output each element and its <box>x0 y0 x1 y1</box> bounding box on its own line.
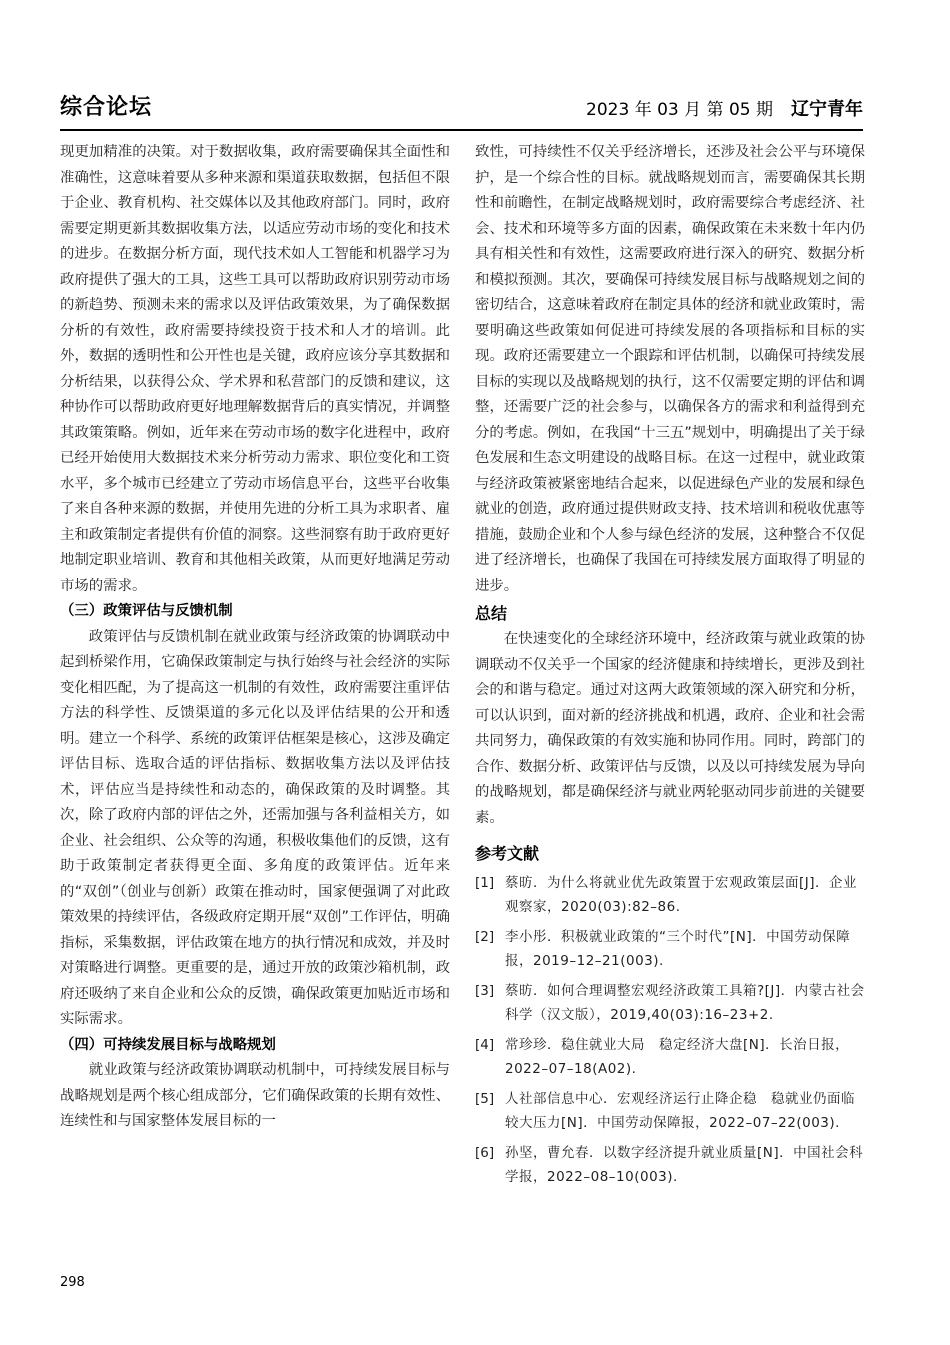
reference-item <box>475 1141 865 1189</box>
reference-text: 人社部信息中心．宏观经济运行止降企稳 稳就业仍面临较大压力[N]．中国劳动保障报，2022–07–22(003). <box>505 1091 855 1131</box>
publication-name: 辽宁青年 <box>791 99 863 120</box>
paragraph-data-collection: 现更加精准的决策。对于数据收集，政府需要确保其全面性和准确性，这意味着要从多种来源和渠道获取数据，包括但不限于企业、教育机构、社交媒体以及其他政府部门。同时，政府需要定期更新其数据收集方法，以适应劳动市场的变化和技术的进步。在数据分析方面，现代技术如人工智能和机器学习为政府提供了强大的工具，这些工具可以帮助政府识别劳动市场的新趋势、预测未来的需求以及评估政策效果，为了确保数据分析的有效性，政府需要持续投资于技术和人才的培训。此外，数据的透明性和公开性也是关键，政府应该分享其数据和分析结果，以获得公众、学术界和私营部门的反馈和建议，这种协作可以帮助政府更好地理解数据背后的真实情况，并调整其政策策略。例如，近年来在劳动市场的数字化进程中，政府已经开始使用大数据技术来分析劳动力需求、职位变化和工资水平，多个城市已经建立了劳动市场信息平台，这些平台收集了来自各种来源的数据，并使用先进的分析工具为求职者、雇主和政策制定者提供有价值的洞察。这些洞察有助于政府更好地制定职业培训、教育和其他相关政策，从而更好地满足劳动市场的需求。 <box>60 144 450 594</box>
reference-list <box>475 871 865 1189</box>
reference-number: [2] <box>475 929 495 945</box>
subheading-policy-evaluation: （三）政策评估与反馈机制 <box>60 603 233 619</box>
paragraph-sustainable-continued: 致性，可持续性不仅关乎经济增长，还涉及社会公平与环境保护，是一个综合性的目标。就战略规划而言，需要确保其长期性和前瞻性，在制定战略规划时，政府需要综合考虑经济、社会、技术和环境等多方面的因素，确保政策在未来数十年内仍具有相关性和有效性，这需要政府进行深入的研究、数据分析和模拟预测。其次，要确保可持续发展目标与战略规划之间的密切结合，这意味着政府在制定具体的经济和就业政策时，需要明确这些政策如何促进可持续发展的各项指标和目标的实现。政府还需要建立一个跟踪和评估机制，以确保可持续发展目标的实现以及战略规划的执行，这不仅需要定期的评估和调整，还需要广泛的社会参与，以确保各方的需求和利益得到充分的考虑。例如，在我国“十三五”规划中，明确提出了关于绿色发展和生态文明建设的战略目标。在这一过程中，就业政策与经济政策被紧密地结合起来，以促进绿色产业的发展和绿色就业的创造，政府通过提供财政支持、技术培训和税收优惠等措施，鼓励企业和个人参与绿色经济的发展，这种整合不仅促进了经济增长，也确保了我国在可持续发展方面取得了明显的进步。 <box>475 144 865 594</box>
left-column <box>60 140 450 1135</box>
subheading-sustainable-goals: （四）可持续发展目标与战略规划 <box>60 1036 276 1053</box>
reference-number: [4] <box>475 1037 495 1053</box>
reference-number: [1] <box>475 875 495 891</box>
reference-number: [6] <box>475 1145 495 1161</box>
reference-item <box>475 871 865 919</box>
reference-text: 常珍珍．稳住就业大局 稳定经济大盘[N]．长治日报，2022–07–18(A02). <box>505 1037 850 1077</box>
right-column <box>475 140 865 1195</box>
references-heading: 参考文献 <box>475 844 540 863</box>
paragraph-policy-evaluation: 政策评估与反馈机制在就业政策与经济政策的协调联动中起到桥梁作用，它确保政策制定与执行始终与社会经济的实际变化相匹配，为了提高这一机制的有效性，政府需要注重评估方法的科学性、反馈渠道的多元化以及评估结果的公开和透明。建立一个科学、系统的政策评估框架是核心，这涉及确定评估目标、选取合适的评估指标、数据收集方法以及评估技术，评估应当是持续性和动态的，确保政策的及时调整。其次，除了政府内部的评估之外，还需加强与各利益相关方，如企业、社会组织、公众等的沟通，积极收集他们的反馈，这有助于政策制定者获得更全面、多角度的政策评估。近年来的“双创”（创业与创新）政策在推动时，国家便强调了对此政策效果的持续评估，各级政府定期开展“双创”工作评估，明确指标，采集数据，评估政策在地方的执行情况和成效，并及时对策略进行调整。更重要的是，通过开放的政策沙箱机制，政府还吸纳了来自企业和公众的反馈，确保政策更加贴近市场和实际需求。 <box>60 628 450 1027</box>
section-title: 综合论坛 <box>60 95 153 120</box>
reference-number: [5] <box>475 1091 495 1107</box>
reference-text: 孙坚，曹允春．以数字经济提升就业质量[N]．中国社会科学报，2022–08–10(003). <box>505 1145 864 1185</box>
reference-text: 蔡昉．为什么将就业优先政策置于宏观政策层面[J]．企业观察家，2020(03):82–86. <box>505 875 858 915</box>
issue-header <box>586 95 863 121</box>
header-rule <box>60 129 863 131</box>
reference-item <box>475 1033 865 1081</box>
reference-item <box>475 979 865 1027</box>
paragraph-conclusion: 在快速变化的全球经济环境中，经济政策与就业政策的协调联动不仅关乎一个国家的经济健康和持续增长，更涉及到社会的和谐与稳定。通过对这两大政策领域的深入研究和分析，可以认识到，面对新的经济挑战和机遇，政府、企业和社会需共同努力，确保政策的有效实施和协同作用。同时，跨部门的合作、数据分析、政策评估与反馈，以及以可持续发展为导向的战略规划，都是确保经济与就业两轮驱动同步前进的关键要素。 <box>475 631 865 826</box>
reference-text: 蔡昉．如何合理调整宏观经济政策工具箱?[J]．内蒙古社会科学（汉文版），2019,40(03):16–23+2. <box>505 983 865 1023</box>
reference-number: [3] <box>475 983 495 999</box>
paragraph-sustainable-goals: 就业政策与经济政策协调联动机制中，可持续发展目标与战略规划是两个核心组成部分，它们确保政策的长期有效性、连续性和与国家整体发展目标的一 <box>60 1062 450 1129</box>
reference-item <box>475 925 865 973</box>
reference-text: 李小彤．积极就业政策的“三个时代”[N]．中国劳动保障报，2019–12–21(003). <box>505 929 851 969</box>
reference-item <box>475 1087 865 1135</box>
page-number: 298 <box>60 1275 85 1290</box>
issue-date: 2023 年 03 月 第 05 期 <box>586 100 773 120</box>
conclusion-heading: 总结 <box>475 604 508 623</box>
